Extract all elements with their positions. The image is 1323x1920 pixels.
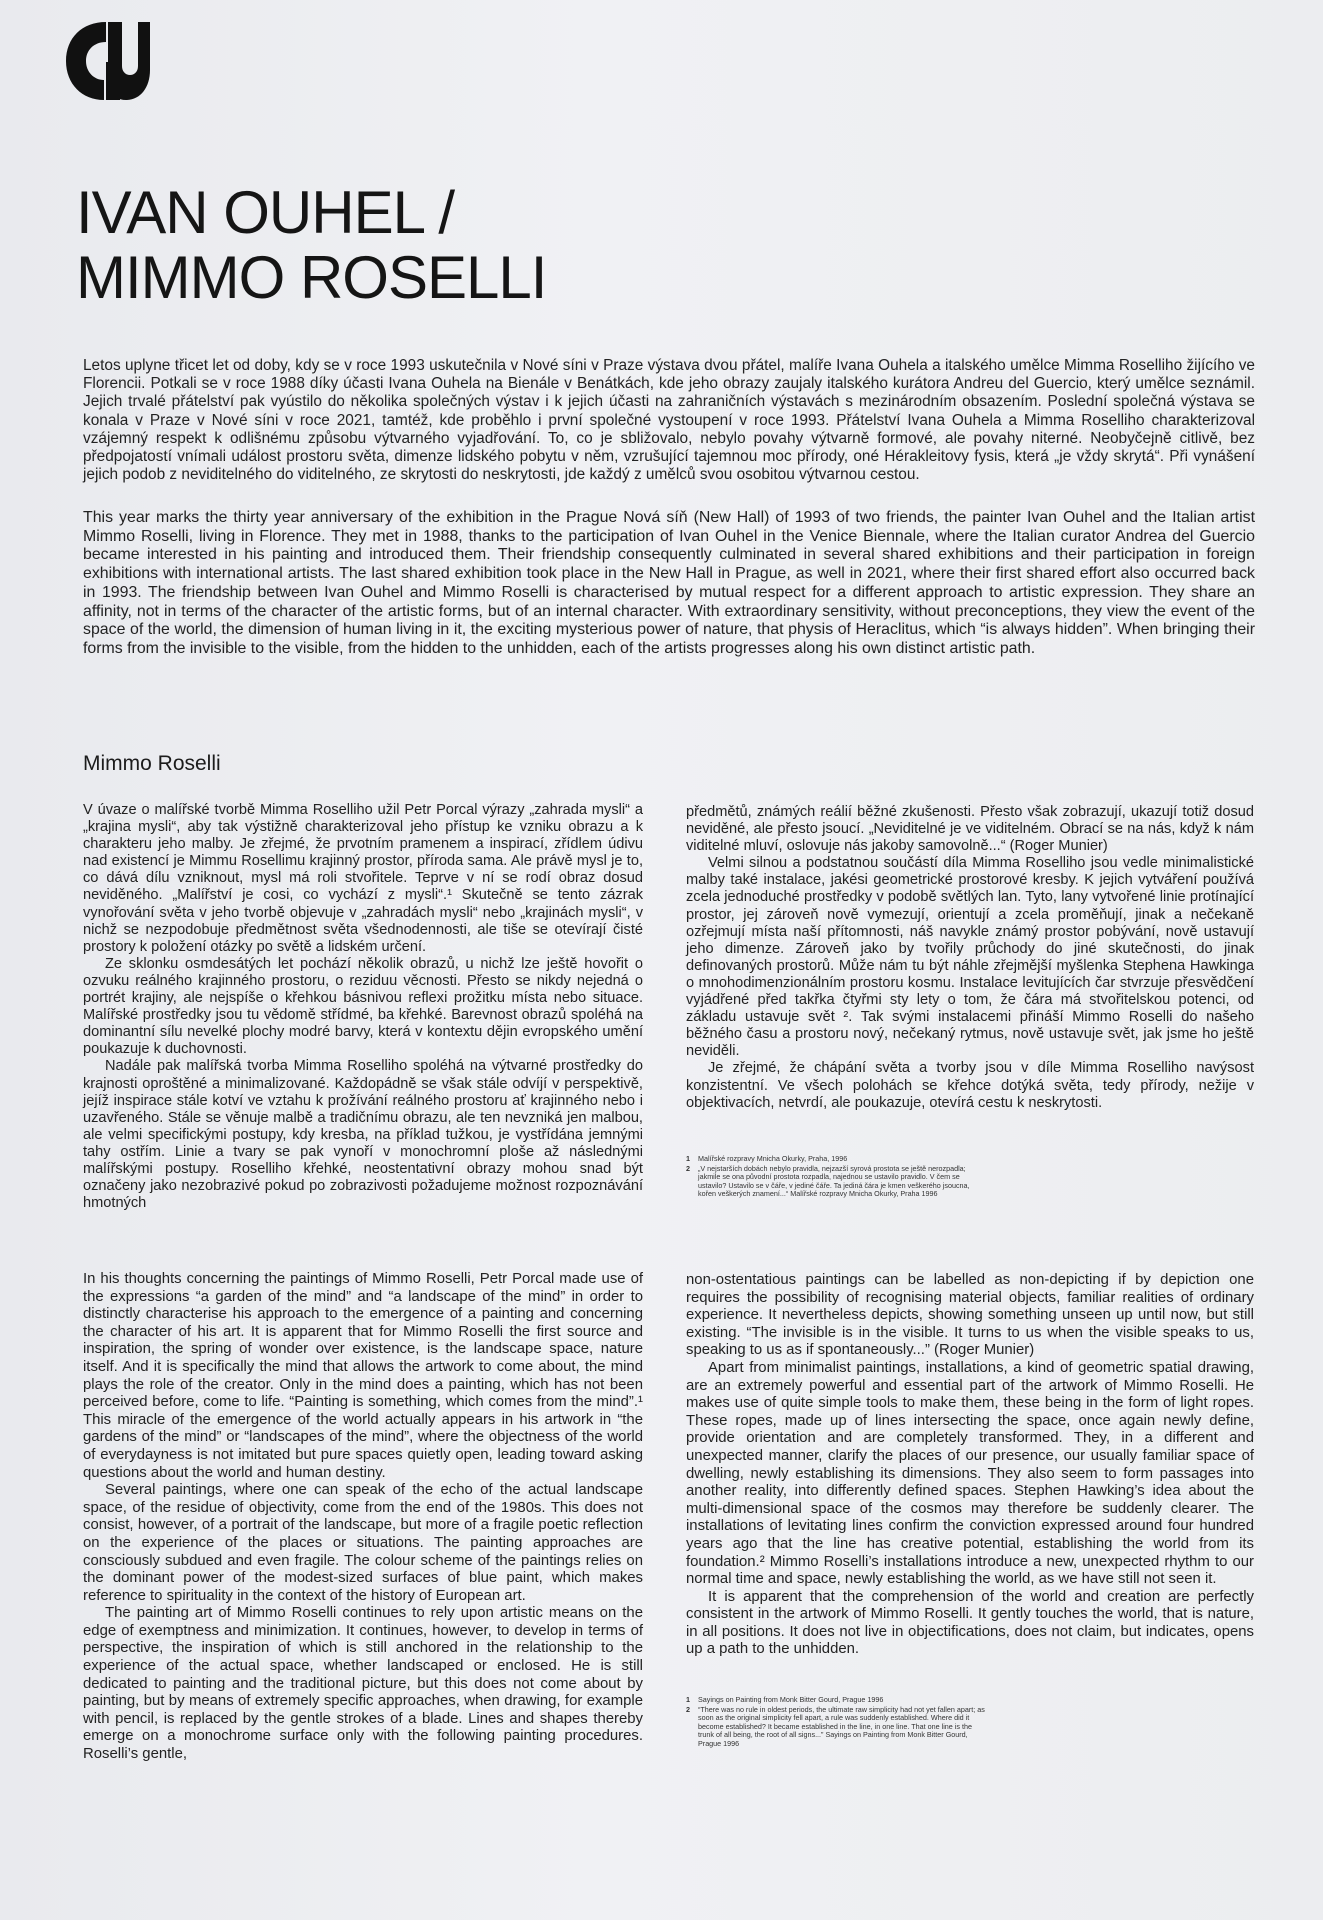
paragraph: Ze sklonku osmdesátých let pochází několik obrazů, u nichž lze ještě hovořit o ozvuku reálného krajinného prostoru, o reziduu věcnosti. Přesto se nikdy nejedná o portrét krajiny, ale nejspíše o křehkou básnivou reflexi prožitku místa nebo situace. Malířské prostředky jsou tu vědomě střídmé, ba křehké. Barevnost obrazů spoléhá na dominantní sílu nevelké plochy modré barvy, která v kontextu dějin evropského umění poukazuje k duchovnosti. (83, 955, 643, 1058)
paragraph: Nadále pak malířská tvorba Mimma Roselliho spoléhá na výtvarné prostředky do krajnosti oproštěné a minimalizované. Každopádně se však stále odvíjí v perspektivě, jejíž inspirace stále kotví ve vztahu k prožívání reálného prostoru ať krajinného nebo i uzavřeného. Stále se věnuje malbě a tradičnímu obrazu, ale ten nevzniká jen malbou, ale velmi specifickými postupy, kdy kresba, na příklad tužkou, je vystřídána jemnými tahy ostřím. Linie a tvary se pak vynoří v monochromní ploše až následnými malířskými postupy. Roselliho křehké, neostentativní obrazy mohou snad být označeny jako nezobrazivé pokud po zobrazivosti požadujeme možnost rozpoznávání hmotných (83, 1058, 643, 1212)
title-line-2: MIMMO ROSELLI (76, 244, 547, 311)
footnote (686, 1165, 986, 1199)
paragraph: In his thoughts concerning the paintings of Mimmo Roselli, Petr Porcal made use of the expressions “a garden of the mind” and “a landscape of the mind” in order to distinctly characterise his approach to the emergence of a painting and concerning the character of his art. It is apparent that for Mimmo Roselli the first source and inspiration, the spring of wonder over existence, is the landscape space, nature itself. And it is specifically the mind that allows the artwork to come about, the mind plays the role of the creator. Only in the mind does a painting, which has not been perceived before, come to life. “Painting is something, which comes from the mind”.¹ This miracle of the emergence of the world actually appears in his artwork in “the gardens of the mind” or “landscapes of the mind”, where the objectness of the world of everydayness is not imitated but pure spaces quietly open, leading toward asking questions about the world and human destiny. (83, 1271, 643, 1481)
paragraph: Velmi silnou a podstatnou součástí díla Mimma Roselliho jsou vedle minimalistické malby také instalace, jakési geometrické prostorové kresby. K jejich vytváření používá zcela jednoduché prostředky v podobě světlých lan. Tyto, lany vytvořené linie protínající prostor, jej zároveň nově vymezují, orientují a zcela proměňují, jinak a nečekaně ozřejmují místa naší přítomnosti, náš navykle známý prostor pobývání, nově ustavují jeho dimenze. Zároveň jako by tvořily průchody do jiné skutečnosti, do jinak definovaných prostorů. Může nám tu být náhle zřejmější myšlenka Stephena Hawkinga o mnohodimenzionálním prostoru kosmu. Instalace levitujících čar stvrzuje přesvědčení vyjádřené před takřka čtyřmi sty lety o tom, že čára má stvořitelskou potenci, od základu ustavuje svět ². Tak svými instalacemi přináší Mimmo Roselli do našeho běžného času a prostoru nový, nečekaný rytmus, nově ustavuje svět, jak jsme ho ještě neviděli. (686, 855, 1254, 1060)
czech-text-right-column (686, 804, 1254, 1112)
footnote (686, 1706, 986, 1749)
english-footnotes (686, 1696, 986, 1750)
english-text-left-column (83, 1271, 643, 1764)
footnote-number: 2 (686, 1704, 690, 1714)
title-line-1: IVAN OUHEL / (76, 179, 455, 246)
footnote-text: „V nejstarších dobách nebylo pravidla, nejzazší syrová prostota se ještě nerozpadla; jakmile se ona původní prostota rozpadla, najednou se ustavilo pravidlo. V čem se ustavilo? Ustavilo se v čáře, v jediné čáře. Ta jediná čára je kmen veškerého jsoucna, kořen veškerých znamení...“ Malířské rozpravy Mnicha Okurky, Praha 1996 (698, 1163, 970, 1199)
czech-footnotes (686, 1155, 986, 1200)
footnote-number: 1 (686, 1695, 690, 1704)
intro-paragraph-czech: Letos uplyne třicet let od doby, kdy se v roce 1993 uskutečnila v Nové síni v Praze výstava dvou přátel, malíře Ivana Ouhela a italského umělce Mimma Roselliho žijícího ve Florencii. Potkali se v roce 1988 díky účasti Ivana Ouhela na Bienále v Benátkách, kde jeho obrazy zaujaly italského kurátora Andreu del Guercio, který umělce seznámil. Jejich trvalé přátelství pak vyústilo do několika společných výstav i k jejich účasti na zahraničních výstavách s mezinárodním obsazením. Poslední společná výstava se konala v Praze v Nové síni v roce 2021, tamtéž, kde proběhlo i první společné vystoupení v roce 1993. Přátelství Ivana Ouhela a Mimma Roselliho charakterizoval vzájemný respekt k odlišnému způsobu výtvarného vyjadřování. To, co je sbližovalo, nebylo povahy výtvarně formové, ale povahy niterné. Neobyčejně citlivě, bez předpojatostí vnímali událost prostoru světa, dimenze lidského pobytu v něm, vzrušující tajemnou moc přírody, oné Hérakleitovy fysis, která „je vždy skrytá“. Při vynášení jejich podob z neviditelného do viditelného, ze skrytosti do neskrytosti, jde každý z umělců svou osobitou výtvarnou cestou. (83, 357, 1255, 484)
paragraph: It is apparent that the comprehension of the world and creation are perfectly consistent in the artwork of Mimmo Roselli. It gently touches the world, that is nature, in all positions. It does not live in objectifications, does not claim, but indicates, opens up a path to the unhidden. (686, 1588, 1254, 1658)
footnote-text: “There was no rule in oldest periods, the ultimate raw simplicity had not yet fallen apart; as soon as the original simplicity fell apart, a rule was suddenly established. Where did it become established? It became established in the line, in one line. That one line is the trunk of all being, the root of all signs...” Sayings on Painting from Monk Bitter Gourd, Prague 1996 (698, 1704, 985, 1748)
paragraph: předmětů, známých reálií běžné zkušenosti. Přesto však zobrazují, ukazují totiž dosud neviděné, ale přesto jsoucí. „Neviditelné je ve viditelném. Obrací se na nás, když k nám viditelné mluví, oslovuje nás jakoby samovolně...“ (Roger Munier) (686, 804, 1254, 855)
gallery-monogram-logo (62, 18, 152, 104)
paragraph: Several paintings, where one can speak of the echo of the actual landscape space, of the residue of objectivity, come from the end of the 1980s. This does not consist, however, of a portrait of the landscape, but more of a fragile poetic reflection on the experience of the places or situations. The painting approaches are consciously subdued and even fragile. The colour scheme of the paintings relies on the dominant power of the modest-sized surfaces of blue paint, which makes reference to spirituality in the context of the history of European art. (83, 1482, 643, 1604)
paragraph: Apart from minimalist paintings, installations, a kind of geometric spatial drawing, are an extremely powerful and essential part of the artwork of Mimmo Roselli. He makes use of quite simple tools to make them, these being in the form of light ropes. These ropes, made up of lines intersecting the space, once again newly define, provide orientation and are completely transformed. They, in a different and unexpected manner, clarify the places of our presence, our usually familiar space of dwelling, newly establishing its dimensions. They also seem to form passages into another reality, into differently defined spaces. Stephen Hawking’s idea about the multi-dimensional space of the cosmos may therefore be suddenly clearer. The installations of levitating lines confirm the conviction expressed around four hundred years ago that the line has creative potential, establishing the world from its foundation.² Mimmo Roselli’s installations introduce a new, unexpected rhythm to our normal time and space, newly establishing the world, as we have still not seen it. (686, 1359, 1254, 1588)
paragraph: The painting art of Mimmo Roselli continues to rely upon artistic means on the edge of exemptness and minimization. It continues, however, to develop in terms of perspective, the inspiration of which is still anchored in the relationship to the experience of the actual space, whether landscaped or enclosed. He is still dedicated to painting and the traditional picture, but this does not come about by painting, but by means of extremely specific approaches, when drawing, for example with pencil, is replaced by the gentle strokes of a blade. Lines and shapes thereby emerge on a monochrome surface only with the following painting procedures. Roselli’s gentle, (83, 1605, 643, 1763)
footnote-number: 1 (686, 1154, 690, 1163)
czech-text-left-column (83, 802, 643, 1212)
footnote-text: Malířské rozpravy Mnicha Okurky, Praha, 1996 (698, 1154, 848, 1163)
footnote-number: 2 (686, 1163, 690, 1173)
footnote (686, 1155, 986, 1164)
paragraph: non-ostentatious paintings can be labelled as non-depicting if by depiction one requires the possibility of recognising material objects, familiar realities of ordinary experience. It nevertheless depicts, showing something unseen up until now, but still existing. “The invisible is in the visible. It turns to us when the visible speaks to us, speaking to us as if spontaneously...” (Roger Munier) (686, 1272, 1254, 1359)
paragraph: V úvaze o malířské tvorbě Mimma Roselliho užil Petr Porcal výrazy „zahrada mysli“ a „krajina mysli“, aby tak výstižně charakterizoval jeho přístup ke vzniku obrazu a k charakteru jeho malby. Je zřejmé, že prvotním pramenem a inspirací, zřídlem údivu nad existencí je Mimmu Rosellimu krajinný prostor, příroda sama. Ale právě mysl je to, co dává dílu vzniknout, mysl má roli stvořitele. Teprve v ní se rodí obraz dosud neviděného. „Malířství je cosi, co vychází z mysli“.¹ Skutečně se tento zázrak vynořování světa v jeho tvorbě objevuje v „zahradách mysli“ nebo „krajinách mysli“, v nichž se nezpodobuje předmětnost světa všednodennosti, ale tiše se otevírají čisté prostory k položení otázky po světě a lidském určení. (83, 802, 643, 955)
english-text-right-column (686, 1272, 1254, 1659)
paragraph: Je zřejmé, že chápání světa a tvorby jsou v díle Mimma Roselliho navýsost konzistentní. Ve všech polohách se křehce dotýká světa, tedy přírody, nežije v objektivacích, netvrdí, ale poukazuje, otevírá cestu k neskrytosti. (686, 1060, 1254, 1111)
intro-paragraph-english: This year marks the thirty year anniversary of the exhibition in the Prague Nová síň (New Hall) of 1993 of two friends, the painter Ivan Ouhel and the Italian artist Mimmo Roselli, living in Florence. They met in 1988, thanks to the participation of Ivan Ouhel in the Venice Biennale, where the Italian curator Andrea del Guercio became interested in his painting and introduced them. Their friendship consequently culminated in several shared exhibitions and their participation in foreign exhibitions with international artists. The last shared exhibition took place in the New Hall in Prague, as well in 2021, where their first shared effort also occurred back in 1993. The friendship between Ivan Ouhel and Mimmo Roselli is characterised by mutual respect for a different approach to artistic expression. They share an affinity, not in terms of the character of the artistic forms, but of an internal character. With extraordinary sensitivity, without preconceptions, they view the event of the space of the world, the dimension of human living in it, the exciting mysterious power of nature, that physis of Heraclitus, which “is always hidden”. When bringing their forms from the invisible to the visible, from the hidden to the unhidden, each of the artists progresses along his own distinct artistic path. (83, 509, 1255, 657)
footnote (686, 1696, 986, 1705)
footnote-text: Sayings on Painting from Monk Bitter Gourd, Prague 1996 (698, 1695, 884, 1704)
section-heading: Mimmo Roselli (83, 752, 221, 775)
page-title (76, 180, 546, 310)
